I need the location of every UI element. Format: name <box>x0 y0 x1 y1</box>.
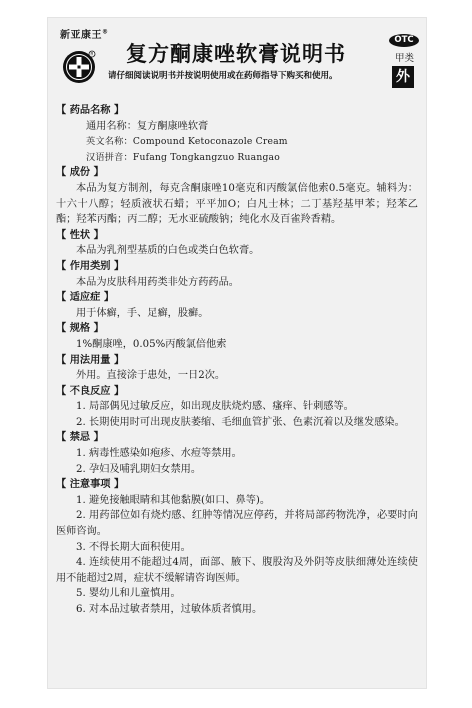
section-heading-dosage: 【 用法用量 】 <box>56 354 125 366</box>
list-item: 4. 连续使用不能超过4周，面部、腋下、腹股沟及外阴等皮肤细薄处连续使用不能超过2周，症状不缓解请咨询医师。 <box>56 557 418 584</box>
indications-text: 用于体癣，手、足癣，股癣。 <box>76 307 209 319</box>
list-item: 1. 局部偶见过敏反应，如出现皮肤烧灼感、瘙痒、针刺感等。 <box>76 401 354 413</box>
generic-name: 通用名称：复方酮康唑软膏 <box>86 120 209 132</box>
section-heading-composition: 【 成份 】 <box>56 167 104 179</box>
section-heading-contraindications: 【 禁忌 】 <box>56 432 104 444</box>
section-heading-adverse: 【 不良反应 】 <box>56 385 125 397</box>
category-text: 本品为皮肤科用药类非处方药药品。 <box>76 276 239 288</box>
section-heading-precautions: 【 注意事项 】 <box>56 479 125 491</box>
list-item: 2. 孕妇及哺乳期妇女禁用。 <box>76 463 202 475</box>
dosage-text: 外用。直接涂于患处，一日2次。 <box>76 370 226 382</box>
document-title: 复方酮康唑软膏说明书 <box>126 42 346 66</box>
svg-text:R: R <box>90 52 94 58</box>
section-heading-appearance: 【 性状 】 <box>56 229 104 241</box>
section-heading-category: 【 作用类别 】 <box>56 260 125 272</box>
section-heading-specification: 【 规格 】 <box>56 323 104 335</box>
list-item: 2. 长期使用时可出现皮肤萎缩、毛细血管扩张、色素沉着以及继发感染。 <box>76 416 405 428</box>
otc-class-label: 甲类 <box>395 53 415 64</box>
english-name: 英文名称：Compound Ketoconazole Cream <box>86 136 288 148</box>
list-item: 5. 婴幼儿和儿童慎用。 <box>76 588 181 600</box>
section-heading-name: 【 药品名称 】 <box>56 105 125 116</box>
list-item: 1. 病毒性感染如疱疹、水痘等禁用。 <box>76 448 242 460</box>
external-use-mark: 外 <box>392 66 414 88</box>
brand-name: 新亚康王® <box>60 28 109 41</box>
brand-logo-icon <box>62 50 96 84</box>
leaflet-body <box>56 103 418 618</box>
list-item: 1. 避免接触眼睛和其他黏膜(如口、鼻等)。 <box>76 494 271 506</box>
section-heading-indications: 【 适应症 】 <box>56 292 115 304</box>
appearance-text: 本品为乳剂型基质的白色或类白色软膏。 <box>76 245 260 257</box>
usage-notice: 请仔细阅读说明书并按说明使用或在药师指导下购买和使用。 <box>108 71 338 81</box>
pinyin-name: 汉语拼音：Fufang Tongkangzuo Ruangao <box>86 151 280 163</box>
list-item: 2. 用药部位如有烧灼感、红肿等情况应停药，并将局部药物洗净，必要时向医师咨询。 <box>56 510 418 538</box>
specification-text: 1%酮康唑，0.05%丙酸氯倍他索 <box>76 338 227 350</box>
composition-text: 本品为复方制剂，每克含酮康唑10毫克和丙酸氯倍他索0.5毫克。辅料为：十六十八醇；轻质液状石蜡；平平加O；白凡士林；二丁基羟基甲苯；羟苯乙酯；羟苯丙酯；丙二醇；无水亚硫酸钠；纯化水及百雀羚香精。 <box>56 182 418 226</box>
list-item: 3. 不得长期大面积使用。 <box>76 541 191 553</box>
otc-badge: OTC <box>389 34 419 47</box>
list-item: 6. 对本品过敏者禁用，过敏体质者慎用。 <box>76 604 263 615</box>
